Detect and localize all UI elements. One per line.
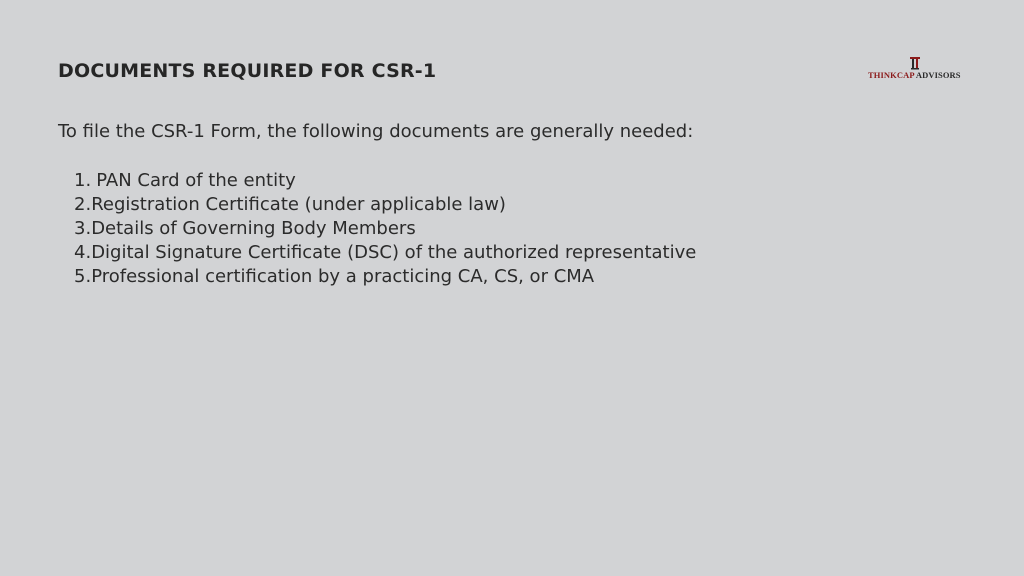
logo-text bbox=[868, 70, 961, 80]
list-item bbox=[74, 265, 696, 289]
page-title: DOCUMENTS REQUIRED FOR CSR-1 bbox=[58, 60, 437, 82]
logo-suffix-text: ADVISORS bbox=[914, 70, 961, 80]
list-item-number: 5. bbox=[74, 266, 92, 287]
list-item bbox=[74, 169, 696, 193]
list-item-text: Registration Certificate (under applicable law) bbox=[91, 194, 506, 215]
intro-text: To file the CSR-1 Form, the following documents are generally needed: bbox=[58, 121, 694, 142]
logo-brand-text: THINKCAP bbox=[868, 70, 915, 80]
list-item-number: 1. bbox=[74, 170, 92, 191]
list-item-text: Details of Governing Body Members bbox=[91, 218, 416, 239]
thinkcap-logo bbox=[866, 56, 970, 82]
list-item-number: 4. bbox=[74, 242, 92, 263]
list-item bbox=[74, 241, 696, 265]
list-item-text: Digital Signature Certificate (DSC) of the authorized representative bbox=[91, 242, 697, 263]
list-item-number: 2. bbox=[74, 194, 92, 215]
list-item-number: 3. bbox=[74, 218, 92, 239]
list-item bbox=[74, 193, 696, 217]
documents-list bbox=[74, 169, 696, 289]
list-item-text: PAN Card of the entity bbox=[96, 170, 296, 191]
list-item-text: Professional certification by a practicing CA, CS, or CMA bbox=[91, 266, 595, 287]
list-item bbox=[74, 217, 696, 241]
tc-monogram-icon bbox=[908, 56, 922, 70]
